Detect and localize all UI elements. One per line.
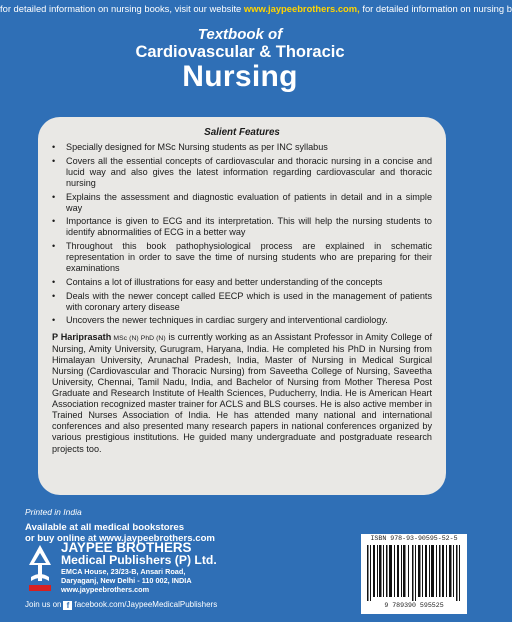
feature-item (52, 291, 432, 313)
website-url[interactable]: www.jaypeebrothers.com, (243, 3, 360, 14)
banner-suffix: for detailed information on nursing b (359, 3, 512, 14)
feature-text: Deals with the newer concept called EECP which is used in the management of patients with coronary artery disease (66, 290, 432, 312)
website-banner (0, 0, 512, 18)
bullet-icon: • (52, 277, 56, 287)
available-line-2: or buy online at www.jaypeebrothers.com (25, 533, 215, 544)
publisher-name: JAYPEE BROTHERS (61, 540, 192, 555)
feature-item (52, 142, 432, 153)
feature-item (52, 192, 432, 214)
isbn-barcode (361, 534, 467, 614)
isbn-label: ISBN 978-93-90595-52-5 (370, 535, 458, 542)
author-name: P Hariprasath (52, 331, 112, 342)
feature-text: Specially designed for MSc Nursing students as per INC syllabus (66, 142, 328, 152)
feature-text: Explains the assessment and diagnostic evaluation of patients in detail and in a simple way (66, 191, 432, 213)
author-bio (52, 332, 432, 455)
publisher-block (25, 541, 285, 601)
feature-text: Importance is given to ECG and its interpretation. This will help the nursing students to identify abnormalities of ECG in a better way (66, 216, 432, 238)
description-panel (38, 117, 446, 495)
publisher-name-2: Medical Publishers (P) Ltd. (61, 553, 217, 567)
book-title (0, 26, 480, 92)
facebook-url[interactable]: facebook.com/JaypeeMedicalPublishers (74, 600, 218, 609)
publisher-address-1: EMCA House, 23/23-B, Ansari Road, (61, 567, 186, 576)
feature-text: Covers all the essential concepts of cardiovascular and thoracic nursing in a concise and lucid way and also gives the latest information regarding cardiovascular and thoracic nursing (66, 155, 432, 188)
facebook-icon: f (63, 601, 72, 610)
salient-features-heading: Salient Features (204, 127, 280, 138)
title-line-3: Nursing (182, 60, 298, 93)
printed-in: Printed in India (25, 507, 82, 517)
available-line-1: Available at all medical bookstores (25, 522, 185, 533)
bullet-icon: • (52, 315, 56, 326)
feature-text: Throughout this book pathophysiological process are explained in schematic representation in order to save the time of nursing students who are preparing for their examinations (66, 241, 432, 274)
feature-item (52, 156, 432, 189)
publisher-address-2: Daryaganj, New Delhi - 110 002, INDIA (61, 576, 192, 585)
bullet-icon: • (52, 216, 56, 227)
availability-info (25, 507, 215, 544)
barcode-number: 9 789390 595525 (384, 602, 444, 609)
title-line-2: Cardiovascular & Thoracic (135, 43, 345, 61)
title-line-1: Textbook of (197, 26, 283, 43)
publisher-website[interactable]: www.jaypeebrothers.com (61, 585, 150, 594)
author-credentials: MSc (N) PhD (N) (111, 334, 166, 342)
feature-item (52, 315, 432, 326)
feature-text: Uncovers the newer techniques in cardiac surgery and interventional cardiology. (66, 315, 388, 326)
social-link[interactable] (25, 600, 217, 610)
banner-prefix: for detailed information on nursing books, visit our website (0, 3, 244, 14)
feature-item (52, 277, 432, 288)
feature-item (52, 241, 432, 274)
bullet-icon: • (52, 142, 56, 152)
bullet-icon: • (52, 191, 56, 202)
join-label: Join us on (25, 600, 62, 609)
bullet-icon: • (52, 290, 56, 301)
feature-item (52, 216, 432, 238)
barcode-icon (367, 545, 461, 601)
feature-text: Contains a lot of illustrations for easy and better understanding of the concepts (66, 277, 383, 287)
publisher-logo-icon (27, 543, 53, 595)
bullet-icon: • (52, 155, 56, 166)
bullet-icon: • (52, 241, 56, 252)
features-list (52, 142, 432, 327)
bio-text: is currently working as an Assistant Professor in Amity College of Nursing, Amity University, Gurugram, Haryana, India. He completed his PhD in Nursing from Himalayan University, Arunachal Pradesh, India, Master of Nursing in Medical Surgical Nursing (Cardiovascular and Thoracic Nursing) from Saveetha College of Nursing, Saveetha University, Chennai, Tamil Nadu, India, and Bachelor of Nursing from Mother Theresa Post Graduate and Research Institute of Health Sciences, Puducherry, India. He is American Heart Association recognized master trainer for ACLS and BLS courses. He is also active member in Trained Nurses Association of India. He has attended many national and international conferences and also presented many research papers in national conferences organized by various prestigious institutions. He guided many undergraduate and postgraduate research projects too. (52, 331, 432, 454)
